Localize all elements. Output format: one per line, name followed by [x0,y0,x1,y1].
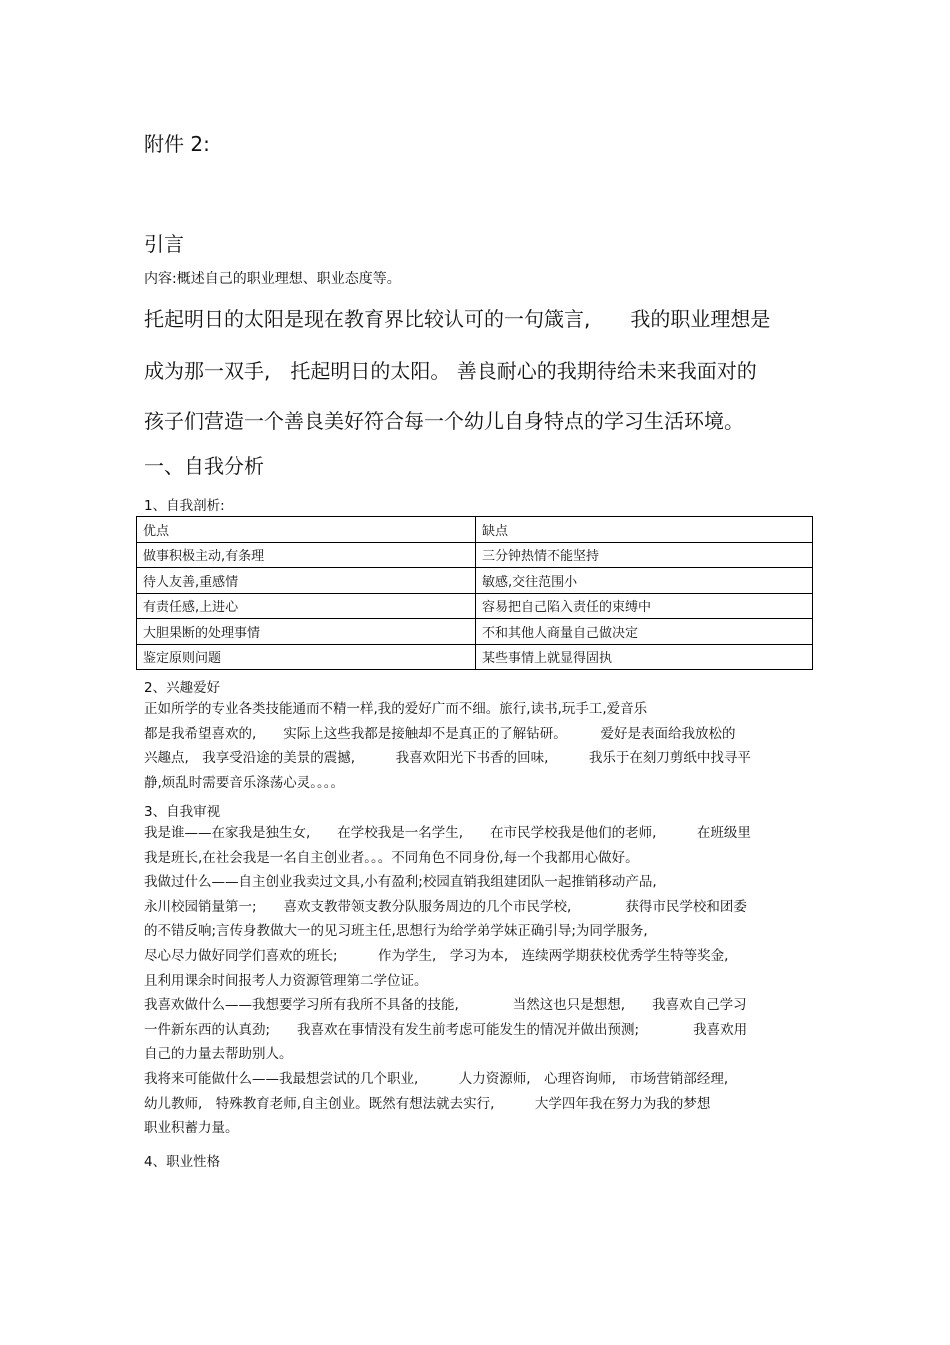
text-line: 我是班长,在社会我是一名自主创业者。。。不同角色不同身份,每一个我都用心做好。 [144,849,639,866]
text-line: 职业积蓄力量。 [144,1120,239,1137]
text-line: 幼儿教师, 特殊教育老师,自主创业。既然有想法就去实行, 大学四年我在努力为我的梦想 [144,1095,711,1112]
table-cell: 有责任感,上进心 [137,593,476,619]
table-cell: 敏感,交往范围小 [476,568,813,594]
table-cell: 待人友善,重感情 [137,568,476,594]
text-line: 一件新东西的认真劲; 我喜欢在事情没有发生前考虑可能发生的情况并做出预测; 我喜欢用 [144,1021,748,1038]
table-cell: 某些事情上就显得固执 [476,644,813,670]
self-analysis-table [136,516,813,670]
table-header-cell: 优点 [137,517,476,543]
intro-content-line: 内容:概述自己的职业理想、职业态度等。 [144,271,401,287]
subsection-heading: 3、自我审视 [144,804,221,820]
table-cell: 不和其他人商量自己做决定 [476,619,813,645]
intro-line: 成为那一双手, 托起明日的太阳。 善良耐心的我期待给未来我面对的 [144,359,757,383]
table-cell: 鉴定原则问题 [137,644,476,670]
subsection-heading: 2、兴趣爱好 [144,680,221,696]
table-row [137,542,813,568]
intro-heading: 引言 [144,232,184,256]
text-line: 我将来可能做什么——我最想尝试的几个职业, 人力资源师, 心理咨询师, 市场营销部经理, [144,1070,729,1087]
subsection-heading: 1、自我剖析: [144,498,225,514]
table-header-row [137,517,813,543]
section-heading: 一、自我分析 [144,454,264,478]
attachment-label: 附件 2: [144,132,210,156]
text-line: 我做过什么——自主创业我卖过文具,小有盈利;校园直销我组建团队一起推销移动产品, [144,874,657,891]
text-line: 永川校园销量第一; 喜欢支教带领支教分队服务周边的几个市民学校, 获得市民学校和团委 [144,898,747,915]
text-line: 我是谁——在家我是独生女, 在学校我是一名学生, 在市民学校我是他们的老师, 在班级里 [144,825,751,841]
text-line: 的不错反响;言传身教做大一的见习班主任,思想行为给学弟学妹正确引导;为同学服务, [144,923,648,940]
table-cell: 三分钟热情不能坚持 [476,542,813,568]
text-line: 自己的力量去帮助别人。 [144,1046,293,1063]
table-cell: 大胆果断的处理事情 [137,619,476,645]
text-line: 且利用课余时间报考人力资源管理第二学位证。 [144,972,428,989]
text-line: 兴趣点, 我享受沿途的美景的震撼, 我喜欢阳光下书香的回味, 我乐于在刻刀剪纸中找寻平 [144,750,751,767]
table-row [137,593,813,619]
table-row [137,644,813,670]
text-line: 正如所学的专业各类技能通而不精一样,我的爱好广而不细。旅行,读书,玩手工,爱音乐 [144,701,648,717]
table-header-cell: 缺点 [476,517,813,543]
text-line: 都是我希望喜欢的, 实际上这些我都是接触却不是真正的了解钻研。 爱好是表面给我放松的 [144,725,736,742]
table-row [137,568,813,594]
table-cell: 容易把自己陷入责任的束缚中 [476,593,813,619]
table-row [137,619,813,645]
text-line: 尽心尽力做好同学们喜欢的班长; 作为学生, 学习为本, 连续两学期获校优秀学生特等奖金, [144,947,729,964]
text-line: 静,烦乱时需要音乐涤荡心灵。。。。 [144,774,345,791]
intro-line: 孩子们营造一个善良美好符合每一个幼儿自身特点的学习生活环境。 [144,409,744,433]
intro-line: 托起明日的太阳是现在教育界比较认可的一句箴言, 我的职业理想是 [144,307,771,331]
self-review-paragraph [144,821,824,1141]
text-line: 我喜欢做什么——我想要学习所有我所不具备的技能, 当然这也只是想想, 我喜欢自己学习 [144,997,747,1014]
table-cell: 做事积极主动,有条理 [137,542,476,568]
subsection-heading: 4、职业性格 [144,1154,221,1170]
hobby-paragraph [144,697,824,795]
